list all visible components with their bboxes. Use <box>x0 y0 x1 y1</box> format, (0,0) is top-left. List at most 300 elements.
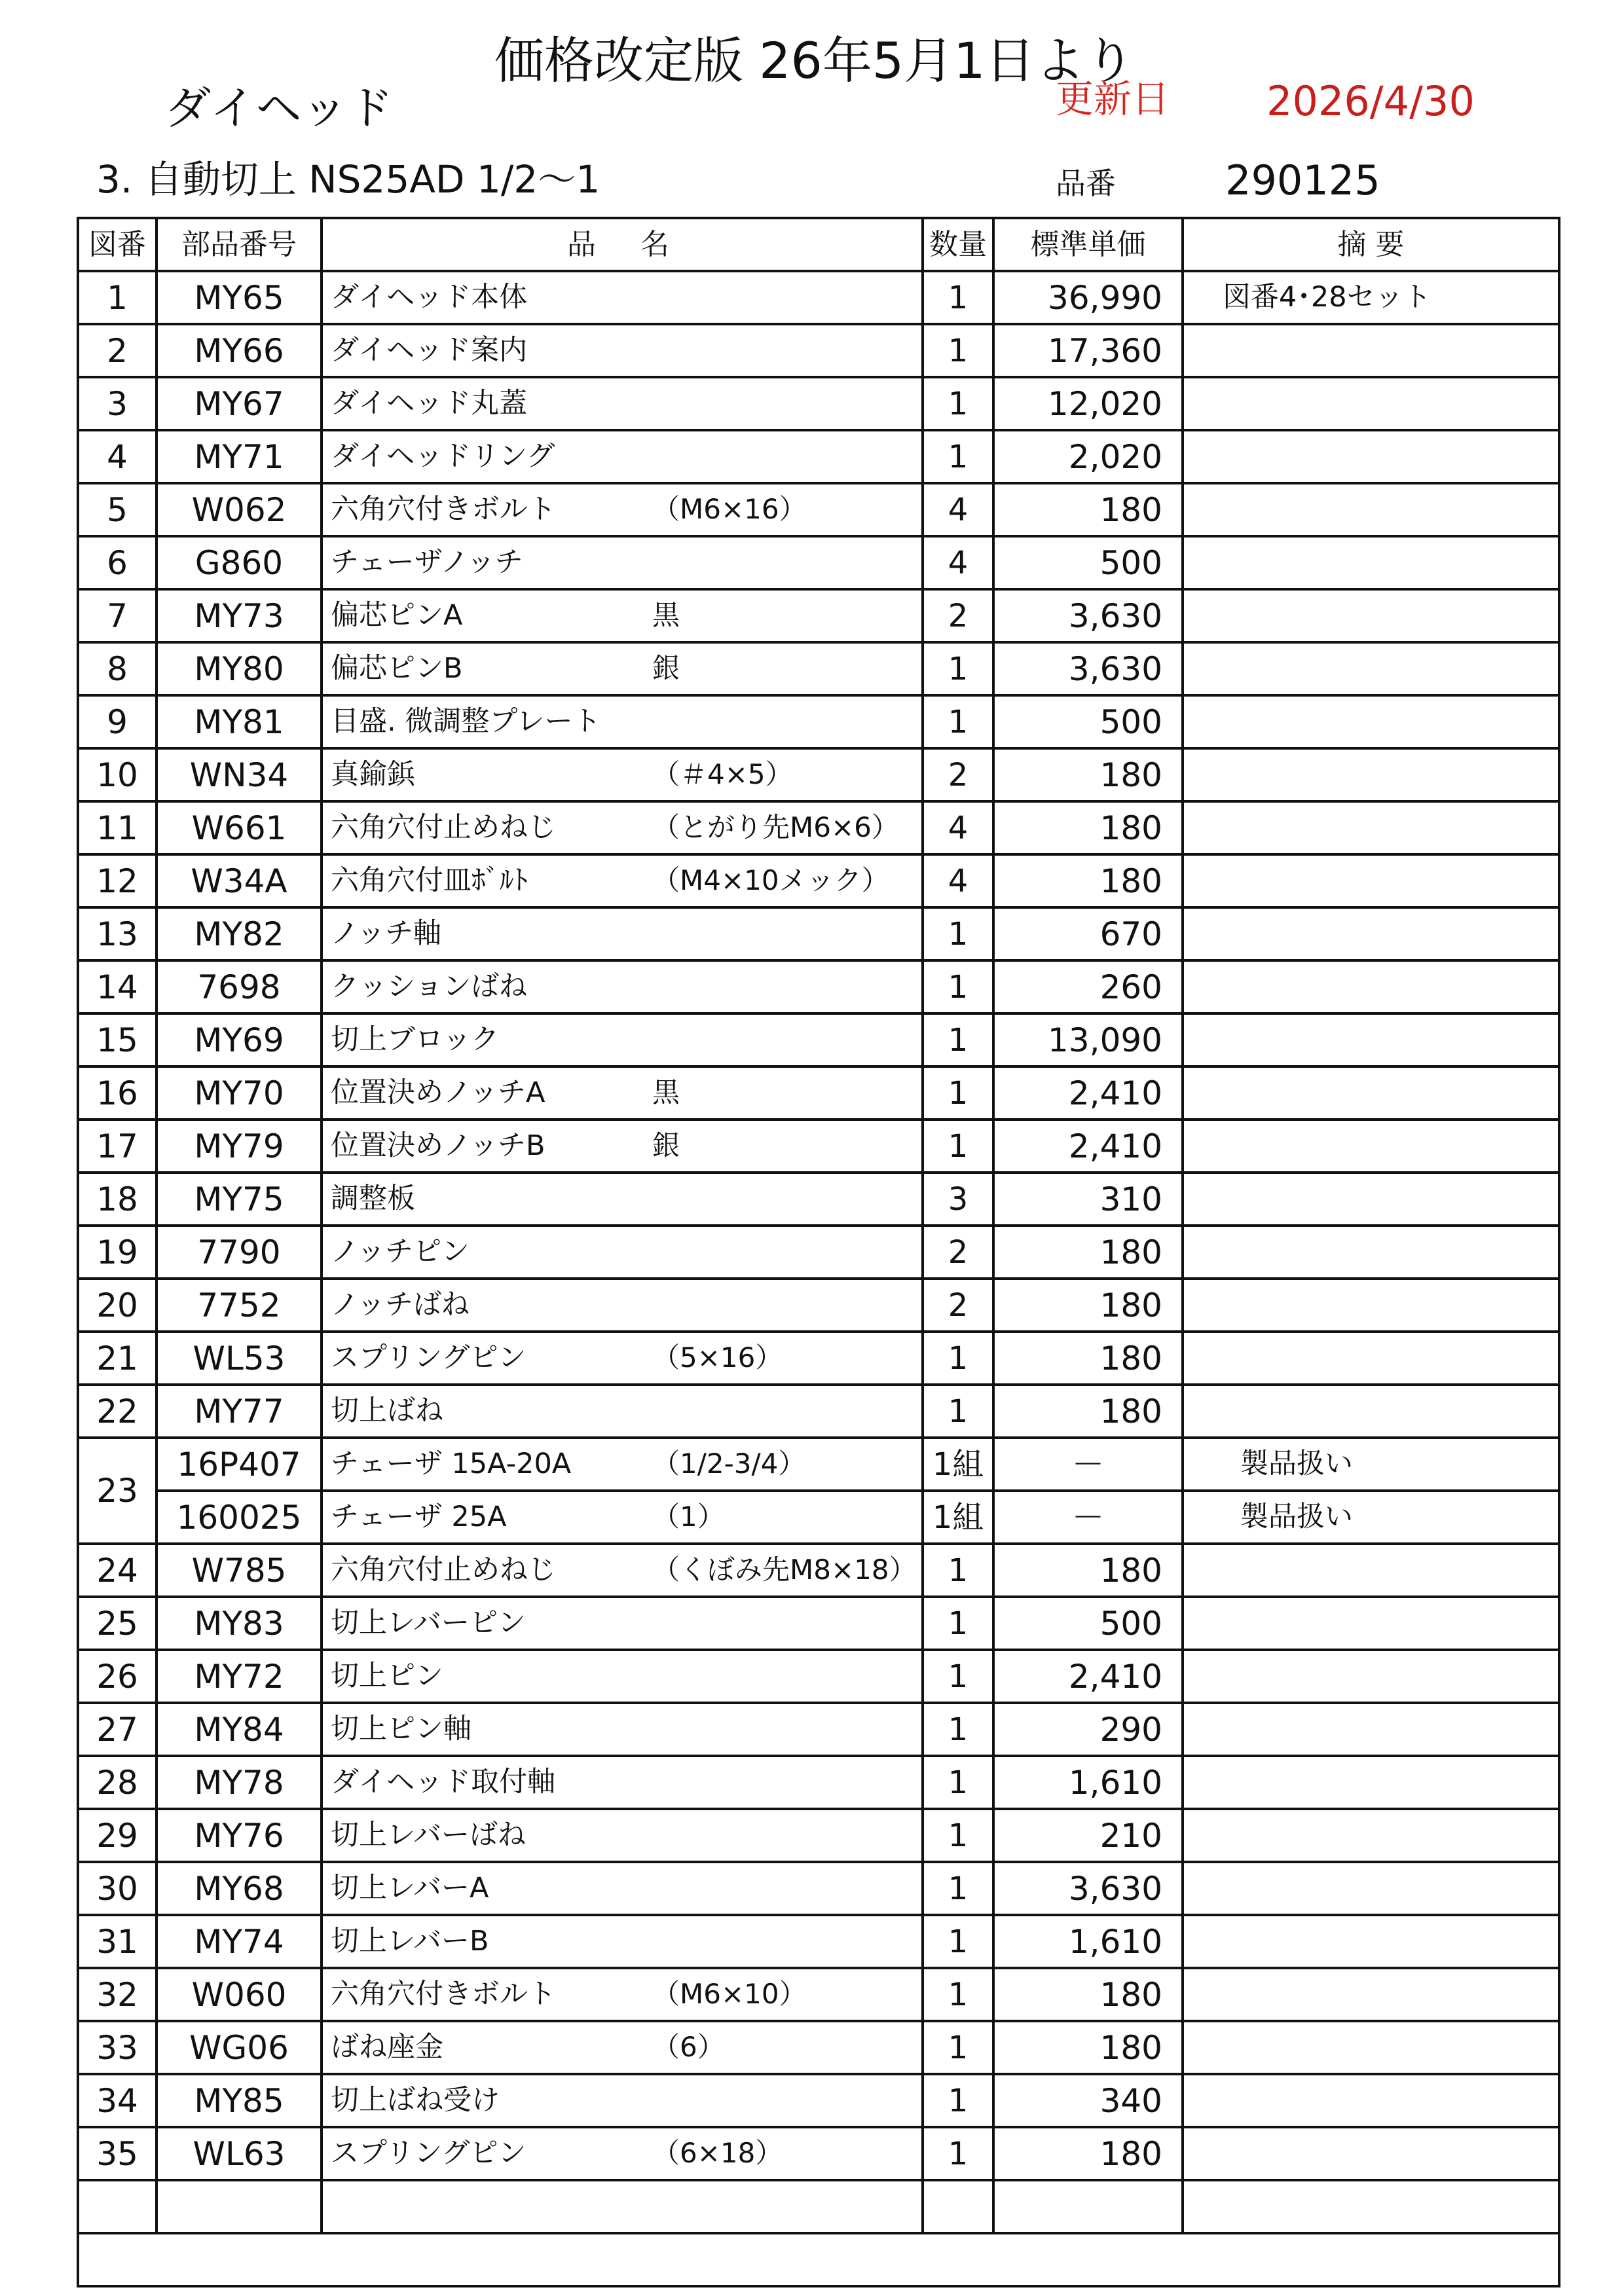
item-name: 切上ピン軸 <box>331 1713 471 1745</box>
item-name: 切上ピン <box>331 1660 443 1692</box>
updated-date-label: 更新日 <box>1056 77 1170 121</box>
item-name: ばね座金 <box>331 2031 443 2064</box>
quantity-cell: 1 <box>923 2074 993 2127</box>
table-row <box>78 801 1559 854</box>
remarks-cell <box>1183 1013 1559 1066</box>
item-name: ノッチ軸 <box>331 917 441 950</box>
part-number-cell: MY73 <box>157 589 322 642</box>
item-name-cell <box>322 748 923 801</box>
table-row <box>78 1438 1559 1491</box>
unit-price-cell: 2,020 <box>993 430 1183 483</box>
unit-price-cell: 17,360 <box>993 324 1183 377</box>
item-name: ダイヘッド取付軸 <box>331 1766 556 1798</box>
figure-number-cell: 35 <box>78 2127 157 2180</box>
table-row <box>78 324 1559 377</box>
empty-cell <box>322 2180 923 2233</box>
item-spec: （5×16） <box>652 1341 783 1374</box>
table-row <box>78 960 1559 1013</box>
unit-price-cell: 180 <box>993 748 1183 801</box>
remarks-cell: 製品扱い <box>1183 1438 1559 1491</box>
item-name-cell <box>322 1385 923 1438</box>
item-name-cell <box>322 1809 923 1862</box>
figure-number-cell: 5 <box>78 483 157 536</box>
item-spec: （1） <box>652 1501 725 1533</box>
figure-number-cell: 22 <box>78 1385 157 1438</box>
quantity-cell: 1 <box>923 907 993 960</box>
remarks-cell <box>1183 1915 1559 1968</box>
remarks-cell <box>1183 1385 1559 1438</box>
empty-cell <box>157 2180 322 2233</box>
figure-number-cell: 17 <box>78 1120 157 1173</box>
item-name-cell <box>322 1968 923 2021</box>
figure-number-cell: 9 <box>78 695 157 748</box>
item-name: 位置決めノッチB <box>331 1129 545 1162</box>
item-name-cell <box>322 642 923 695</box>
unit-price-cell: 210 <box>993 1809 1183 1862</box>
figure-number-cell: 24 <box>78 1544 157 1597</box>
footer-cell <box>78 2233 1559 2286</box>
remarks-cell <box>1183 1332 1559 1385</box>
table-row <box>78 1120 1559 1173</box>
quantity-cell: 1 <box>923 1703 993 1756</box>
column-header-figure-no: 図番 <box>78 218 157 271</box>
item-name-cell <box>322 907 923 960</box>
table-row <box>78 271 1559 324</box>
unit-price-cell: 180 <box>993 801 1183 854</box>
item-name-cell <box>322 271 923 324</box>
quantity-cell: 1 <box>923 2021 993 2074</box>
part-number-cell: WG06 <box>157 2021 322 2074</box>
table-row <box>78 1809 1559 1862</box>
part-number-cell: MY80 <box>157 642 322 695</box>
item-name: 六角穴付皿ﾎﾞﾙﾄ <box>331 864 528 897</box>
remarks-cell <box>1183 907 1559 960</box>
item-name: チェーザ 25A <box>331 1501 507 1533</box>
figure-number-cell: 15 <box>78 1013 157 1066</box>
unit-price-cell: 1,610 <box>993 1756 1183 1809</box>
part-number-cell: MY79 <box>157 1120 322 1173</box>
item-name-cell <box>322 430 923 483</box>
item-name-cell <box>322 2021 923 2074</box>
remarks-cell <box>1183 1173 1559 1226</box>
part-number-cell: W34A <box>157 854 322 907</box>
item-name-cell <box>322 1173 923 1226</box>
figure-number-cell: 34 <box>78 2074 157 2127</box>
item-name: 六角穴付きボルト <box>331 1978 556 2011</box>
table-row <box>78 854 1559 907</box>
item-name-cell <box>322 1491 923 1544</box>
quantity-cell: 1 <box>923 1332 993 1385</box>
empty-cell <box>78 2180 157 2233</box>
item-name: 切上レバーばね <box>331 1819 526 1851</box>
item-name-cell <box>322 1332 923 1385</box>
remarks-cell <box>1183 2021 1559 2074</box>
part-number-cell: MY65 <box>157 271 322 324</box>
empty-table-row <box>78 2180 1559 2233</box>
item-name-cell <box>322 1013 923 1066</box>
remarks-cell <box>1183 536 1559 589</box>
item-spec: （＃4×5） <box>652 758 793 790</box>
unit-price-cell: 180 <box>993 1544 1183 1597</box>
quantity-cell: 1組 <box>923 1438 993 1491</box>
unit-price-cell: 180 <box>993 1332 1183 1385</box>
table-row <box>78 1332 1559 1385</box>
remarks-cell <box>1183 1968 1559 2021</box>
item-name-cell <box>322 1650 923 1703</box>
item-spec: （6） <box>652 2031 725 2063</box>
quantity-cell: 4 <box>923 801 993 854</box>
figure-number-cell: 19 <box>78 1226 157 1279</box>
figure-number-cell: 28 <box>78 1756 157 1809</box>
item-name-cell <box>322 1915 923 1968</box>
remarks-cell <box>1183 1066 1559 1120</box>
unit-price-cell: 180 <box>993 2021 1183 2074</box>
figure-number-cell: 23 <box>78 1438 157 1544</box>
part-number-cell: MY66 <box>157 324 322 377</box>
unit-price-cell: 310 <box>993 1173 1183 1226</box>
item-name: 六角穴付止めねじ <box>331 811 556 844</box>
part-number-cell: W785 <box>157 1544 322 1597</box>
table-row <box>78 483 1559 536</box>
quantity-cell: 1 <box>923 695 993 748</box>
quantity-cell: 1 <box>923 1650 993 1703</box>
remarks-cell <box>1183 1650 1559 1703</box>
quantity-cell: 1 <box>923 1544 993 1597</box>
item-name: 切上レバーA <box>331 1872 489 1904</box>
table-row <box>78 1385 1559 1438</box>
table-row <box>78 1066 1559 1120</box>
quantity-cell: 3 <box>923 1173 993 1226</box>
figure-number-cell: 27 <box>78 1703 157 1756</box>
item-spec: 銀 <box>652 652 680 684</box>
item-spec: 黒 <box>652 1076 680 1108</box>
table-row <box>78 2021 1559 2074</box>
part-number-cell: MY77 <box>157 1385 322 1438</box>
empty-cell <box>993 2180 1183 2233</box>
part-number-cell: WN34 <box>157 748 322 801</box>
column-header-quantity: 数量 <box>923 218 993 271</box>
remarks-cell <box>1183 854 1559 907</box>
table-row <box>78 1597 1559 1650</box>
remarks-cell <box>1183 1809 1559 1862</box>
remarks-cell <box>1183 1120 1559 1173</box>
item-spec: （M4×10メック） <box>652 864 889 896</box>
item-name-cell <box>322 854 923 907</box>
part-number-cell: MY76 <box>157 1809 322 1862</box>
item-name-cell <box>322 1703 923 1756</box>
column-header-unit-price: 標準単価 <box>993 218 1183 271</box>
unit-price-cell: 2,410 <box>993 1120 1183 1173</box>
quantity-cell: 2 <box>923 1226 993 1279</box>
item-name: 偏芯ピンB <box>331 652 463 685</box>
table-row <box>78 1279 1559 1332</box>
updated-date-value: 2026/4/30 <box>1266 77 1475 125</box>
part-number-cell: MY85 <box>157 2074 322 2127</box>
quantity-cell: 1 <box>923 1809 993 1862</box>
quantity-cell: 1 <box>923 1968 993 2021</box>
remarks-cell <box>1183 642 1559 695</box>
part-number-cell: G860 <box>157 536 322 589</box>
figure-number-cell: 31 <box>78 1915 157 1968</box>
item-name-cell <box>322 1066 923 1120</box>
item-spec: （1/2-3/4） <box>652 1448 806 1480</box>
figure-number-cell: 18 <box>78 1173 157 1226</box>
part-number-cell: WL53 <box>157 1332 322 1385</box>
part-number-cell: MY75 <box>157 1173 322 1226</box>
figure-number-cell: 3 <box>78 377 157 430</box>
table-row <box>78 1544 1559 1597</box>
unit-price-cell: 2,410 <box>993 1650 1183 1703</box>
table-row <box>78 430 1559 483</box>
item-name-cell <box>322 2074 923 2127</box>
part-number-cell: MY67 <box>157 377 322 430</box>
part-number-cell: MY83 <box>157 1597 322 1650</box>
remarks-cell <box>1183 1862 1559 1915</box>
item-name-cell <box>322 1756 923 1809</box>
part-number-cell: MY71 <box>157 430 322 483</box>
quantity-cell: 2 <box>923 748 993 801</box>
item-name-cell <box>322 536 923 589</box>
item-name: 六角穴付止めねじ <box>331 1554 556 1586</box>
table-footer-row <box>78 2233 1559 2286</box>
quantity-cell: 1 <box>923 960 993 1013</box>
item-name: 六角穴付きボルト <box>331 493 556 526</box>
item-name-cell <box>322 695 923 748</box>
item-name: スプリングピン <box>331 1341 526 1374</box>
item-spec: （M6×16） <box>652 493 807 525</box>
table-header-row <box>78 218 1559 271</box>
table-row <box>78 1491 1559 1544</box>
item-name: 偏芯ピンA <box>331 599 463 632</box>
figure-number-cell: 26 <box>78 1650 157 1703</box>
table-row <box>78 2074 1559 2127</box>
item-name: ダイヘッド案内 <box>331 334 528 367</box>
remarks-cell <box>1183 1756 1559 1809</box>
unit-price-cell: － <box>993 1438 1183 1491</box>
item-spec: （M6×10） <box>652 1978 807 2010</box>
table-row <box>78 1915 1559 1968</box>
part-number-cell: MY69 <box>157 1013 322 1066</box>
item-name: 切上レバーピン <box>331 1607 526 1639</box>
product-number-label: 品番 <box>1056 166 1116 201</box>
unit-price-cell: 290 <box>993 1703 1183 1756</box>
figure-number-cell: 12 <box>78 854 157 907</box>
figure-number-cell: 32 <box>78 1968 157 2021</box>
figure-number-cell: 33 <box>78 2021 157 2074</box>
quantity-cell: 1 <box>923 1597 993 1650</box>
unit-price-cell: 3,630 <box>993 589 1183 642</box>
unit-price-cell: 500 <box>993 1597 1183 1650</box>
remarks-cell <box>1183 483 1559 536</box>
product-category: ダイヘッド <box>165 81 394 135</box>
remarks-cell <box>1183 377 1559 430</box>
quantity-cell: 1 <box>923 1013 993 1066</box>
item-name: 切上ばね受け <box>331 2084 500 2117</box>
table-body <box>78 271 1559 2286</box>
unit-price-cell: 180 <box>993 854 1183 907</box>
unit-price-cell: 180 <box>993 1279 1183 1332</box>
remarks-cell: 図番4･28セット <box>1183 271 1559 324</box>
item-name-cell <box>322 1226 923 1279</box>
document-title: 価格改定版 26年5月1日より <box>494 31 1135 90</box>
remarks-cell <box>1183 2074 1559 2127</box>
table-row <box>78 1226 1559 1279</box>
item-name-cell <box>322 483 923 536</box>
figure-number-cell: 16 <box>78 1066 157 1120</box>
item-name-cell <box>322 1544 923 1597</box>
item-name: ダイヘッド丸蓋 <box>331 387 528 420</box>
unit-price-cell: 12,020 <box>993 377 1183 430</box>
unit-price-cell: 500 <box>993 536 1183 589</box>
figure-number-cell: 10 <box>78 748 157 801</box>
remarks-cell <box>1183 1703 1559 1756</box>
unit-price-cell: 2,410 <box>993 1066 1183 1120</box>
part-number-cell: 7698 <box>157 960 322 1013</box>
quantity-cell: 4 <box>923 854 993 907</box>
item-name-cell <box>322 589 923 642</box>
unit-price-cell: 180 <box>993 1968 1183 2021</box>
table-row <box>78 536 1559 589</box>
part-number-cell: MY74 <box>157 1915 322 1968</box>
remarks-cell <box>1183 1597 1559 1650</box>
part-number-cell: 7790 <box>157 1226 322 1279</box>
remarks-cell <box>1183 801 1559 854</box>
figure-number-cell: 2 <box>78 324 157 377</box>
product-number-value: 290125 <box>1225 156 1380 204</box>
item-spec: 黒 <box>652 599 680 631</box>
quantity-cell: 2 <box>923 589 993 642</box>
item-name: 切上ブロック <box>331 1023 500 1056</box>
item-spec: （くぼみ先M8×18） <box>652 1554 917 1586</box>
quantity-cell: 1 <box>923 2127 993 2180</box>
figure-number-cell: 21 <box>78 1332 157 1385</box>
figure-number-cell: 4 <box>78 430 157 483</box>
part-number-cell: W661 <box>157 801 322 854</box>
table-row <box>78 1013 1559 1066</box>
part-number-cell: MY78 <box>157 1756 322 1809</box>
item-name: チェーザノッチ <box>331 546 523 579</box>
remarks-cell <box>1183 2127 1559 2180</box>
column-header-item-name: 品 名 <box>322 218 923 271</box>
unit-price-cell: 500 <box>993 695 1183 748</box>
part-number-cell: 16P407 <box>157 1438 322 1491</box>
part-number-cell: MY70 <box>157 1066 322 1120</box>
item-name-cell <box>322 801 923 854</box>
item-name-cell <box>322 1120 923 1173</box>
remarks-cell <box>1183 1226 1559 1279</box>
unit-price-cell: 260 <box>993 960 1183 1013</box>
unit-price-cell: 36,990 <box>993 271 1183 324</box>
unit-price-cell: － <box>993 1491 1183 1544</box>
quantity-cell: 2 <box>923 1279 993 1332</box>
item-name-cell <box>322 324 923 377</box>
part-number-cell: MY84 <box>157 1703 322 1756</box>
unit-price-cell: 180 <box>993 2127 1183 2180</box>
item-name: ダイヘッド本体 <box>331 281 528 314</box>
figure-number-cell: 25 <box>78 1597 157 1650</box>
item-name: チェーザ 15A-20A <box>331 1448 572 1480</box>
table-row <box>78 1650 1559 1703</box>
part-number-cell: 7752 <box>157 1279 322 1332</box>
remarks-cell <box>1183 1279 1559 1332</box>
column-header-part-number: 部品番号 <box>157 218 322 271</box>
remarks-cell <box>1183 324 1559 377</box>
table-row <box>78 1968 1559 2021</box>
item-name: 目盛. 微調整プレート <box>331 705 601 738</box>
table-row <box>78 1756 1559 1809</box>
table-row <box>78 695 1559 748</box>
item-spec: 銀 <box>652 1129 680 1161</box>
item-name: ノッチピン <box>331 1235 470 1268</box>
remarks-cell <box>1183 1544 1559 1597</box>
quantity-cell: 4 <box>923 536 993 589</box>
figure-number-cell: 14 <box>78 960 157 1013</box>
item-name: 真鍮鋲 <box>331 758 415 791</box>
column-header-remarks: 摘 要 <box>1183 218 1559 271</box>
item-name: 切上レバーB <box>331 1925 489 1958</box>
unit-price-cell: 1,610 <box>993 1915 1183 1968</box>
quantity-cell: 1 <box>923 377 993 430</box>
item-name-cell <box>322 960 923 1013</box>
section-title: 3. 自動切上 NS25AD 1/2～1 <box>96 157 600 202</box>
remarks-cell <box>1183 430 1559 483</box>
quantity-cell: 1 <box>923 430 993 483</box>
quantity-cell: 1 <box>923 1066 993 1120</box>
empty-cell <box>1183 2180 1559 2233</box>
quantity-cell: 1 <box>923 1756 993 1809</box>
item-spec: （6×18） <box>652 2137 783 2169</box>
remarks-cell <box>1183 960 1559 1013</box>
remarks-cell: 製品扱い <box>1183 1491 1559 1544</box>
part-number-cell: MY68 <box>157 1862 322 1915</box>
table-row <box>78 748 1559 801</box>
item-name: ノッチばね <box>331 1288 470 1321</box>
figure-number-cell: 29 <box>78 1809 157 1862</box>
item-name-cell <box>322 377 923 430</box>
table-row <box>78 2127 1559 2180</box>
part-number-cell: WL63 <box>157 2127 322 2180</box>
figure-number-cell: 6 <box>78 536 157 589</box>
item-name: ダイヘッドリング <box>331 440 555 473</box>
quantity-cell: 1組 <box>923 1491 993 1544</box>
item-name-cell <box>322 1597 923 1650</box>
table-row <box>78 1703 1559 1756</box>
quantity-cell: 1 <box>923 1120 993 1173</box>
item-name-cell <box>322 2127 923 2180</box>
item-name: 位置決めノッチA <box>331 1076 545 1109</box>
quantity-cell: 1 <box>923 1862 993 1915</box>
quantity-cell: 4 <box>923 483 993 536</box>
figure-number-cell: 11 <box>78 801 157 854</box>
part-number-cell: MY72 <box>157 1650 322 1703</box>
figure-number-cell: 7 <box>78 589 157 642</box>
unit-price-cell: 180 <box>993 1385 1183 1438</box>
table-row <box>78 377 1559 430</box>
quantity-cell: 1 <box>923 1915 993 1968</box>
part-number-cell: MY82 <box>157 907 322 960</box>
quantity-cell: 1 <box>923 642 993 695</box>
figure-number-cell: 30 <box>78 1862 157 1915</box>
quantity-cell: 1 <box>923 271 993 324</box>
item-name: クッションばね <box>331 970 528 1003</box>
item-name-cell <box>322 1438 923 1491</box>
item-name-cell <box>322 1279 923 1332</box>
remarks-cell <box>1183 695 1559 748</box>
remarks-cell <box>1183 748 1559 801</box>
part-number-cell: W062 <box>157 483 322 536</box>
unit-price-cell: 180 <box>993 483 1183 536</box>
remarks-cell <box>1183 589 1559 642</box>
